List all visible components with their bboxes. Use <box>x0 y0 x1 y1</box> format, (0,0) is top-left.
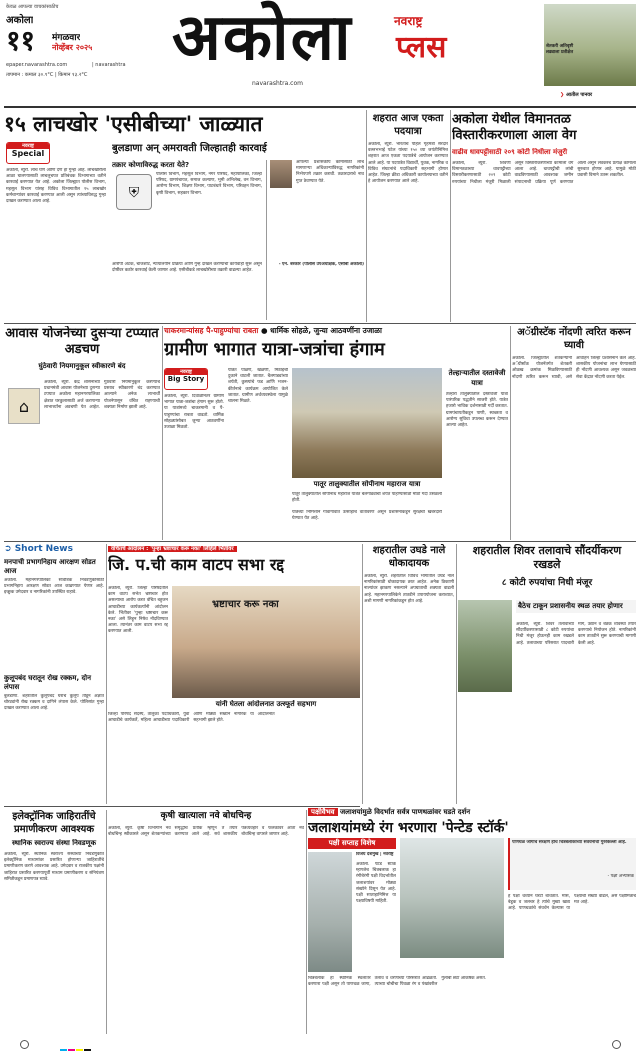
telhara-text: तेल्हारा तालुक्यातील दस्तावेजी यात्रा पारंपरिक पद्धतीने साजरी होते. यात्रेत हजारो भाविक दर्शनासाठी गर्दी करतात. ग्रामपंचायतीकडून पाणी, स्वच्छता व आरोग्य सुविधा उपलब्ध करून देण्यात आल्या आहेत. <box>446 392 508 429</box>
lead-story <box>4 110 364 324</box>
airport-subhead: वाढीव धावपट्टीसाठी २०९ कोटी निधीला मंजुरी <box>452 148 568 156</box>
yatra-photo <box>292 368 442 478</box>
masthead-weather: तापमान : कमाल ३०.९°C | किमान १३.२°C <box>6 72 88 78</box>
drains-text: अकोला, ब्युरो. शहरातील विविध भागांतील उघडे नाले नागरिकांसाठी धोकादायक ठरत आहेत. अनेक ठिकाणी नाल्यांवर झाकण नसल्याने अपघाताची शक्यता वाढली आहे. महानगरपालिकेने तातडीने उपाययोजना कराव्यात, अशी मागणी नागरिकांकडून होत आहे. <box>364 574 454 604</box>
agristack-headline: अॅग्रीस्टॅक नोंदणी त्वरित करून घ्यावी <box>517 327 631 351</box>
festival-banner <box>164 326 508 366</box>
lead-text-4: आरोपी अटक, चार्जशीट, न्यायालयीन प्रक्रिया आणि गुन्हे दाखल करण्याची कार्यवाही सुरू असून दोषींवर कठोर कारवाई केली जाणार आहे. एसीबीकडे लाचखोरीच्या तक्रारी वाढल्या आहेत. <box>112 262 262 274</box>
stork-photo <box>308 852 352 972</box>
registration-mark-left <box>20 1040 29 1049</box>
gp-participants: जिल्हा परिषद सदस्य, तालुका पदाधिकारी, युवा आघाडीचे कार्यकर्ते, महिला आघाडीच्या पदाधिकारी आणि मोठ्या संख्येने नागरिक या आंदोलनात सहभागी झाले होते. <box>108 712 275 724</box>
agristack-story <box>512 326 636 540</box>
stork-text-3: हे पक्षी थव्याने घरटी बांधतात. मासे, बेडूक व जलचर हे त्यांचे मुख्य खाद्य आहे. पाणथळांचे संवर्धन केल्यास या पक्ष्यांची संख्या वाढेल, असे पक्षीमित्रांचे मत आहे. <box>508 894 636 912</box>
stork-headline: जलाशयांमध्ये रंग भरणारा 'पेन्टेड स्टॉर्क' <box>308 820 509 836</box>
registration-mark-right <box>612 1040 621 1049</box>
short-news-label: Short News <box>14 544 73 554</box>
lake-text: अकोला, ब्युरो. शिवर तलावाच्या सौंदर्यीकरणासाठी ८ कोटी रुपयांचा निधी मंजूर होऊनही काम रखडले आहे. तलावाच्या परिसरात पादचारी मार्ग, उद्यान व बैठक व्यवस्था तयार करण्याचे नियोजन होते. नागरिकांनी काम तातडीने सुरू करण्याची मागणी केली आहे. <box>516 622 636 646</box>
masthead-title: अकोला <box>172 0 353 75</box>
cartoon-caption: शेतकरी अतिवृष्टी लढ्याला प्रतीक्षेत <box>546 44 574 55</box>
housing-logo <box>8 388 40 424</box>
banner-kicker: चाकरमान्यांसह पै-पाहुण्यांचा राबता <box>164 326 259 335</box>
brand-top: नवराष्ट्र <box>392 12 490 29</box>
drains-story <box>364 544 454 804</box>
yatra-text-1: अकोला, ब्युरो. दिवाळीनंतर ग्रामीण भागात यात्रा-जत्रांचा हंगाम सुरू होतो. या यात्रांमध्ये चाकरमानी व पै-पाहुण्यांचा राबता वाढतो. धार्मिक सोहळ्यांसोबत जुन्या आठवणींना उजाळा मिळतो. <box>164 394 224 431</box>
housing-story <box>4 326 160 540</box>
ads-story <box>4 810 104 1034</box>
agristack-text: अकोला. जिल्ह्यातील शेतकऱ्यांनी अॅग्रीस्टॅक योजनेंतर्गत शेतकरी ओळख क्रमांक मिळविण्यासाठी नोंदणी त्वरित करून घ्यावी, असे आवाहन जिल्हा प्रशासनाने केले आहे. शासकीय योजनांचा लाभ घेण्यासाठी ही नोंदणी आवश्यक असून जवळच्या सेवा केंद्रात नोंदणी करता येईल. <box>512 356 636 380</box>
acb-logo <box>116 174 152 210</box>
cartoon-credit-label: आतील पानवर <box>565 92 593 98</box>
banner-headline: धार्मिक सोहळे, जुन्या आठवणींना उजाळा <box>270 326 382 335</box>
stork-kicker: जलाशयांमुळे विदर्भात सर्वत्र पाणथळांवर घडते दर्शन <box>339 808 471 816</box>
bigstory-badge-top: नवराष्ट्र <box>165 369 207 375</box>
yatra-story <box>164 368 508 540</box>
shield-icon: ⛨ <box>128 185 140 201</box>
banner-main: ग्रामीण भागात यात्रा-जत्रांचा हंगाम <box>164 339 385 360</box>
drains-headline: शहरातील उघडे नाले धोकादायक <box>372 545 446 569</box>
color-bar <box>60 1041 92 1051</box>
yatra-text-3: यात्रेच्या निमित्ताने गावागावांत उत्साहाचे वातावरण असून प्रशासनाकडून सुरक्षेची खबरदारी घेण्यात येत आहे. <box>292 510 442 522</box>
short-news-2-text: बुलडाणा. शहरातील कुलूपबंद घराचे कुलूप तोडून अज्ञात चोरट्यांनी रोख रक्कम व दागिने लंपास केले. पोलिसांत गुन्हा दाखल करण्यात आला आहे. <box>4 694 104 712</box>
ads-subhead: स्थानिक स्वराज्य संस्था निवडणूक <box>12 839 96 847</box>
special-badge-bottom: Special <box>11 149 45 158</box>
farm-headline: कृषी खात्याला नवे बोधचिन्ह <box>160 811 252 821</box>
stork-quote-box <box>508 838 636 890</box>
gp-photo <box>172 586 360 698</box>
short-news-1-text: अकोला. महानगरपालिका सार्वत्रिक निवडणुकीसाठी प्रभागनिहाय आरक्षण सोडत आज काढण्यात येणार आहे. इच्छुक उमेदवार व नागरिकांनी उपस्थित राहावे. <box>4 578 104 596</box>
lake-story <box>458 544 636 804</box>
ads-text: अकोला, ब्युरो. स्थानिक स्वराज्य संस्थांच्या निवडणुकीत इलेक्ट्रॉनिक माध्यमांवर प्रसारित होणाऱ्या जाहिरातींचे प्रमाणीकरण करणे आवश्यक आहे. उमेदवार व राजकीय पक्षांनी जाहिरात प्रसारित करण्यापूर्वी माध्यम प्रमाणीकरण व संनियंत्रण समितीकडून प्रमाणपत्र घ्यावे. <box>4 852 104 882</box>
lake-subhead: ८ कोटी रुपयांचा निधी मंजूर <box>501 578 593 588</box>
special-badge-top: नवराष्ट्र <box>7 143 49 149</box>
officer-photo <box>270 160 292 188</box>
lead-headline: १५ लाचखोर 'एसीबीच्या' जाळ्यात <box>4 112 263 136</box>
masthead-tagline: केवळ आपल्या वाचकांसाठीच <box>6 4 59 10</box>
short-news-2-title: कुलूपबंद घरातून रोख रक्कम, दोन लंपास <box>4 674 91 691</box>
stork-text-2: चित्रबलाक हा स्थानिक स्थलांतर करणारा पक्षी असून तो पाणथळ जागा, तलाव व धरणांच्या परिसरात आढळतो. त्याच्या चोचीचा पिवळा रंग व पंखांवरील गुलाबी छटा आकर्षक असते. <box>308 976 487 988</box>
house-icon: ⌂ <box>18 397 30 416</box>
stork-badge: पक्षी सप्ताह विशेष <box>308 838 396 849</box>
masthead-date: नोव्हेंबर २०२५ <box>52 43 93 52</box>
gp-text: अकोला, ब्युरो. जिल्हा परिषदेतील काम वाटप सभेत भ्रष्टाचार होत असल्याचा आरोप करत वंचित बहुजन आघाडीच्या कार्यकर्त्यांनी आंदोलन केले. भिंतीवर 'पुन्हा भ्रष्टाचार करू नका' असे लिहून निषेध नोंदविण्यात आला. त्यानंतर काम वाटप सभा रद्द करण्यात आली. <box>108 586 168 635</box>
short-news <box>4 544 104 804</box>
padyatra-story <box>368 112 448 322</box>
lead-box-title: तक्रार कोणाविरुद्ध करता येते? <box>112 161 190 169</box>
masthead-day-number: ११ <box>6 24 36 57</box>
lake-headline: शहरातील शिवर तलावाचे सौंदर्यीकरण रखडले <box>472 544 622 571</box>
brand-logo <box>392 12 490 72</box>
masthead-website[interactable]: navarashtra.com <box>252 80 303 87</box>
farm-story <box>108 810 304 1034</box>
stork-quote: पाणथळ जागांचे संरक्षण हीच चित्रबलाकांच्या संवर्धनाची गुरुकिल्ली आहे. <box>512 840 627 845</box>
stork-story <box>308 808 636 1034</box>
wall-slogan: भ्रष्टाचार करू नका <box>212 599 279 610</box>
yatra-photo-note: पातूर तालुक्यातील सोपीनाथ महाराज यात्रेत बैलगाड्यांची शर्यत पाहण्यासाठी मोठी गर्दी उसळली होती. <box>292 492 442 504</box>
cartoon-credit <box>560 92 592 98</box>
lead-text-3: आपल्या प्रशासकीय कामासाठी लाच मागणाऱ्या अधिकाऱ्यांविरुद्ध नागरिकांनी निर्भयपणे तक्रार करावी. तक्रारदाराचे नाव गुप्त ठेवण्यात येते. <box>296 160 364 184</box>
gp-caption: यांनी घेतला आंदोलनात उत्स्फूर्त सहभाग <box>215 700 317 708</box>
airport-story <box>452 112 636 322</box>
stork-text-1: अकोला. पेंटेड स्टॉर्क म्हणजेच चित्रबलाक हा रंगीबेरंगी पक्षी विदर्भातील जलाशयांवर मोठ्या संख्येने दिसून येत आहे. पक्षी सप्ताहानिमित्त या पक्ष्याविषयी माहिती. <box>356 862 396 905</box>
arrow-right-icon: ❯ <box>560 92 565 98</box>
yatra-text-2: यात्रेत पाळणे, खेळणी, मिठाईची दुकाने थाटली जातात. बैलगाड्यांच्या शर्यती, कुस्त्यांचे फड आणि भजन-कीर्तनाचे कार्यक्रम आयोजित केले जातात. ग्रामीण अर्थव्यवस्थेला यामुळे चालना मिळते. <box>228 368 288 405</box>
housing-subhead: घुंठेवारी नियमानुकूल स्वीकारणे बंद <box>38 362 126 370</box>
housing-headline: आवास योजनेच्या दुसऱ्या टप्प्यात अडचण <box>5 326 159 357</box>
farm-text: अकोला, ब्युरो. कृषी विभागाने नवे बोधचिन्ह स्वीकारले असून शेतकऱ्यांच्या समृद्धीचे प्रतीक म्हणून ते तयार करण्यात आले आहे. सर्व शासकीय पत्रव्यवहार व फलकांवर आता नवे बोधचिन्ह वापरले जाणार आहे. <box>108 826 304 838</box>
airport-text: अकोला, ब्युरो. शिवणी विमानतळाच्या धावपट्टीच्या विस्तारीकरणासाठी २०९ कोटी रुपयांच्या निधीला मंजुरी मिळाली असून विस्तारीकरणाच्या कामाला वेग आला आहे. धावपट्टीची लांबी वाढविण्यासाठी आवश्यक जमीन संपादनाची प्रक्रिया पूर्ण करण्यात आली असून लवकरच प्रत्यक्ष कामाला सुरुवात होणार आहे. यामुळे मोठी प्रवासी विमाने उतरू शकतील. <box>452 161 636 185</box>
lead-text-1: अकोला, ब्युरो. लाच घेणे आणि देणे हा गुन्हा आहे. लाचखोरीला आळा घालण्यासाठी लाचलुचपत प्रतिबंधक विभागाच्या वतीने कारवाई करण्यात येत आहे. अकोला जिल्ह्यात पोलीस विभाग, महसूल विभाग यांसह विविध विभागातील १५ लाचखोर कर्मचाऱ्यांवर कारवाई करण्यात आली असून त्यांच्याविरुद्ध गुन्हा दाखल करण्यात आला आहे. <box>6 168 106 205</box>
short-news-label-row <box>4 544 104 554</box>
gp-headline: जि. प.ची काम वाटप सभा रद्द <box>108 555 285 574</box>
telhara-headline: तेल्हाऱ्यातील दस्तावेजी यात्रा <box>448 369 506 387</box>
lake-box: बैठेच टाकून प्रशासनीय स्थळ तयार होणार <box>516 600 636 613</box>
masthead-weekday: मंगळवार <box>52 33 81 43</box>
banner-kicker-row <box>164 326 508 336</box>
banner-separator: ● <box>261 326 268 335</box>
masthead-social[interactable]: | navarashtra <box>92 62 126 68</box>
telhara-story <box>446 368 508 536</box>
short-news-1-title: मनपाची प्रभागनिहाय आरक्षण सोडत आज <box>4 558 96 575</box>
stork-tag-row <box>308 808 636 817</box>
housing-text: अकोला, ब्युरो. केंद्र शासनाच्या प्रधानमंत्री आवास योजनेच्या दुसऱ्या टप्प्यात अकोला महानगरपालिका क्षेत्रात घरकुलासाठी अर्ज करणाऱ्या लाभार्थ्यांना अडचणी येत आहेत. गुंठेवारी नियमानुकूल करण्याचे प्रस्ताव स्वीकारणे बंद करण्यात आल्याने अनेक लाभार्थी योजनेपासून वंचित राहण्याची शक्यता निर्माण झाली आहे. <box>44 380 160 410</box>
cartoon-image <box>544 4 636 86</box>
stork-tag: पक्षीवैभव <box>308 808 338 816</box>
stork-flock-photo <box>400 838 504 958</box>
stork-quote-author: - पक्षी अभ्यासक <box>607 874 634 879</box>
circle-arrow-icon: ➲ <box>4 544 12 554</box>
airport-headline: अकोला येथील विमानतळ विस्तारीकरणाला आला वेग <box>452 112 577 143</box>
lake-photo <box>458 600 512 692</box>
masthead <box>0 0 640 108</box>
lead-byline: - एन. बरकार (पोलीस उपअधीक्षक, एसीबी अकोला) <box>278 262 364 267</box>
masthead-epaper[interactable]: epaper.navarashtra.com <box>6 62 68 68</box>
gp-kicker-row <box>108 544 360 552</box>
stork-byline: विजय देशमुख | नवराष्ट्र <box>356 852 394 857</box>
ads-headline: इलेक्ट्रॉनिक जाहिरातींचे प्रमाणीकरण आवश्यक <box>12 811 96 835</box>
special-badge <box>6 142 50 164</box>
lead-text-2: पोलीस विभाग, महसूल विभाग, नगर परिषद, महापालिका, जिल्हा परिषद, ग्रामपंचायत, समाज कल्याण, भूमी अभिलेख, वन विभाग, आरोग्य विभाग, शिक्षण विभाग, पाटबंधारे विभाग, परिवहन विभाग, कृषी विभाग, सहकार विभाग. <box>156 172 262 196</box>
bigstory-badge-bottom: Big Story <box>167 375 205 383</box>
gp-kicker: वंचितचे आंदोलन : 'पुन्हा भ्रष्टाचार करू नका' लिहिले भिंतीवर <box>108 546 237 552</box>
lead-subhead: बुलडाणा अन् अमरावती जिल्हातही कारवाई <box>112 143 267 154</box>
bigstory-badge <box>164 368 208 390</box>
gp-work-story <box>108 544 360 804</box>
yatra-caption: पातूर तालुक्यातील सोपीनाथ महाराज यात्रा <box>313 480 421 488</box>
padyatra-headline: शहरात आज एकता पदयात्रा <box>372 113 444 137</box>
padyatra-text: अकोला, ब्युरो. भारताचे पहिले गृहमंत्री सरदार वल्लभभाई पटेल यांच्या १५० व्या जयंतीनिमित्त शहरात आज एकता पदयात्रेचे आयोजन करण्यात आले आहे. या पदयात्रेत विद्यार्थी, युवक, नागरिक व विविध संघटनांचे पदाधिकारी सहभागी होणार आहेत. जिल्हा क्रीडा अधिकारी कार्यालयाच्या वतीने हे आयोजन करण्यात आले आहे. <box>368 142 448 185</box>
masthead-edition: अकोला <box>6 15 34 26</box>
brand-bottom: प्लस <box>396 30 447 65</box>
